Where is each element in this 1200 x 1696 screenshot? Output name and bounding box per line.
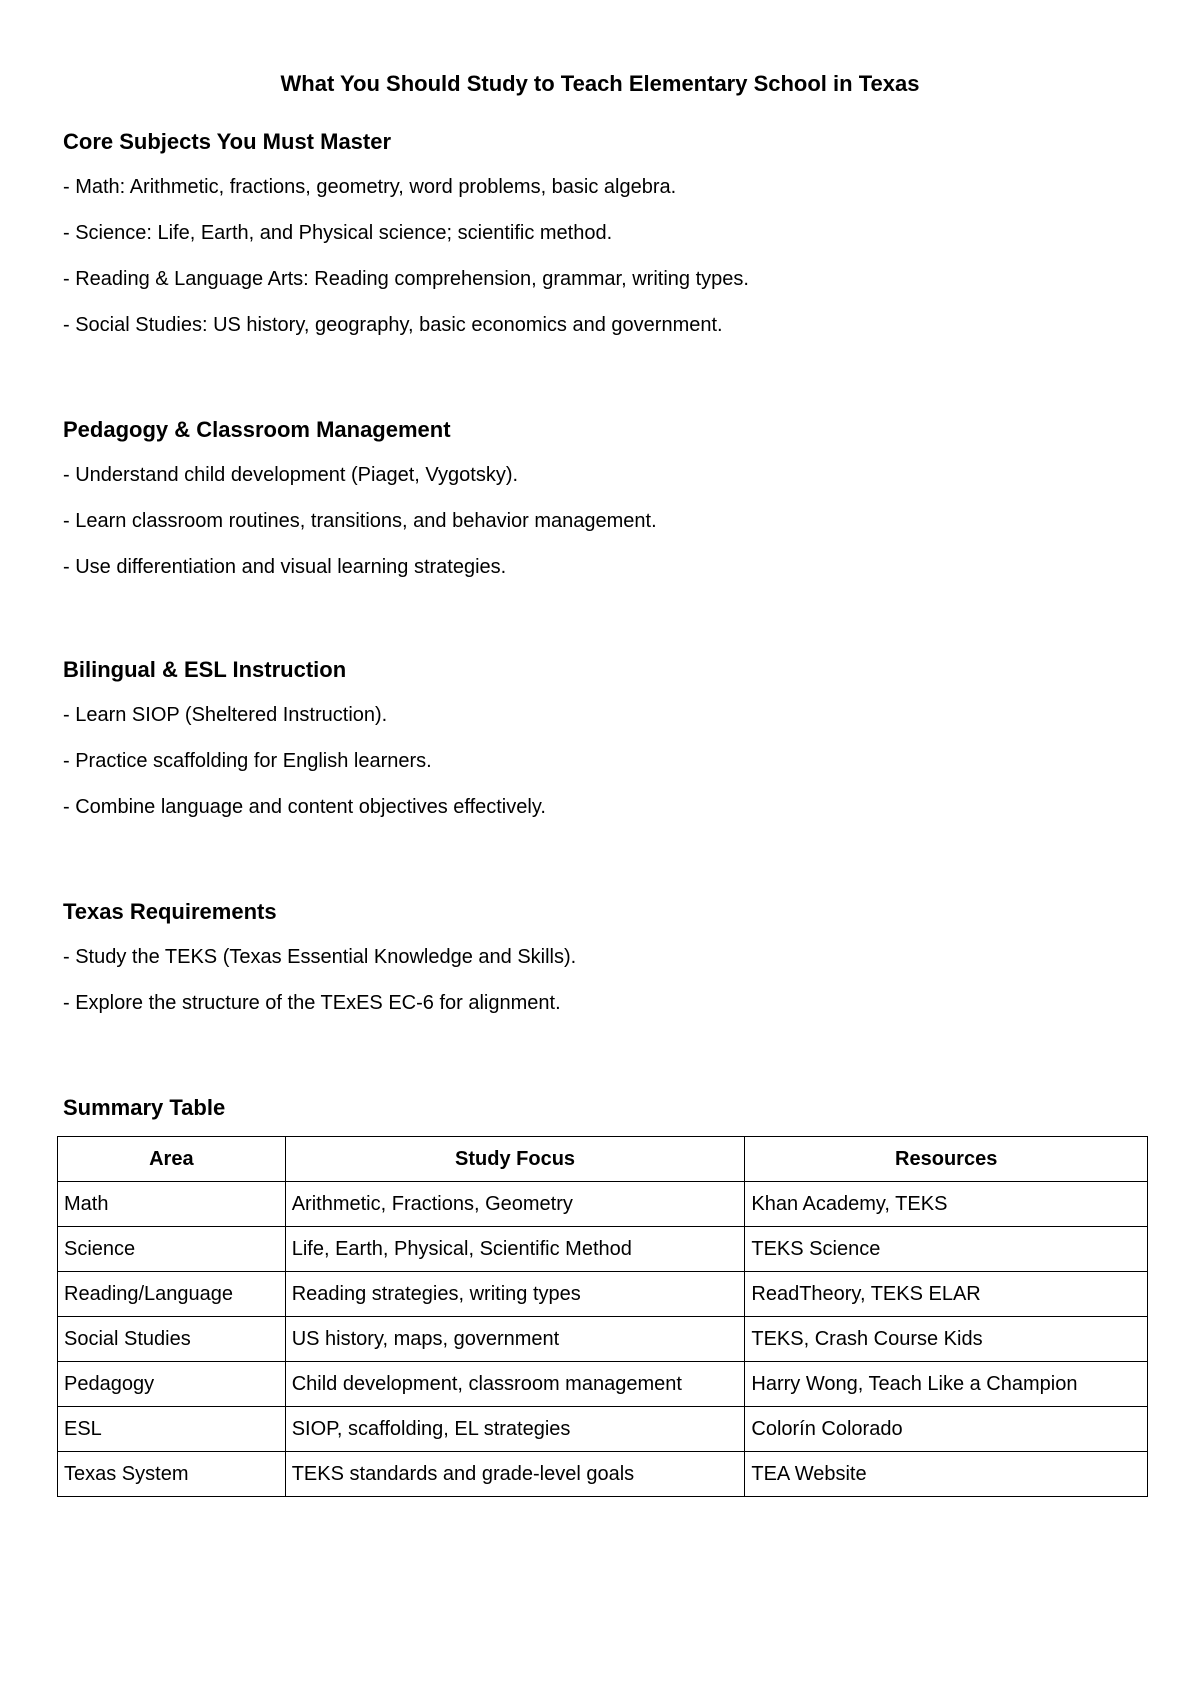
table-cell-resources: TEKS, Crash Course Kids bbox=[745, 1317, 1148, 1362]
table-cell-resources: Colorín Colorado bbox=[745, 1407, 1148, 1452]
table-cell-resources: Harry Wong, Teach Like a Champion bbox=[745, 1362, 1148, 1407]
list-item: - Learn classroom routines, transitions, and behavior management. bbox=[63, 510, 657, 532]
section-bilingual-esl bbox=[63, 656, 1143, 840]
table-cell-study-focus: SIOP, scaffolding, EL strategies bbox=[285, 1407, 745, 1452]
table-row bbox=[58, 1182, 1148, 1227]
table-cell-resources: TEKS Science bbox=[745, 1227, 1148, 1272]
table-cell-area: Reading/Language bbox=[58, 1272, 286, 1317]
table-cell-resources: TEA Website bbox=[745, 1452, 1148, 1497]
section-heading: Core Subjects You Must Master bbox=[63, 129, 392, 154]
list-item: - Social Studies: US history, geography, basic economics and government. bbox=[63, 314, 723, 336]
table-cell-area: Science bbox=[58, 1227, 286, 1272]
table-row bbox=[58, 1452, 1148, 1497]
column-header-resources: Resources bbox=[745, 1137, 1148, 1182]
section-texas-requirements bbox=[63, 898, 1143, 1036]
list-item: - Science: Life, Earth, and Physical science; scientific method. bbox=[63, 222, 613, 244]
table-cell-study-focus: Reading strategies, writing types bbox=[285, 1272, 745, 1317]
list-item: - Math: Arithmetic, fractions, geometry, word problems, basic algebra. bbox=[63, 176, 677, 198]
table-cell-resources: ReadTheory, TEKS ELAR bbox=[745, 1272, 1148, 1317]
table-row bbox=[58, 1362, 1148, 1407]
list-item: - Learn SIOP (Sheltered Instruction). bbox=[63, 704, 388, 726]
table-row bbox=[58, 1227, 1148, 1272]
column-header-area: Area bbox=[58, 1137, 286, 1182]
table-row bbox=[58, 1272, 1148, 1317]
list-item: - Practice scaffolding for English learners. bbox=[63, 750, 432, 772]
section-heading: Bilingual & ESL Instruction bbox=[63, 657, 347, 682]
table-row bbox=[58, 1317, 1148, 1362]
section-heading: Texas Requirements bbox=[63, 899, 277, 924]
table-cell-area: Pedagogy bbox=[58, 1362, 286, 1407]
table-cell-area: Texas System bbox=[58, 1452, 286, 1497]
column-header-study-focus: Study Focus bbox=[285, 1137, 745, 1182]
table-cell-resources: Khan Academy, TEKS bbox=[745, 1182, 1148, 1227]
summary-table-heading: Summary Table bbox=[63, 1095, 226, 1120]
section-heading: Pedagogy & Classroom Management bbox=[63, 417, 451, 442]
list-item: - Understand child development (Piaget, Vygotsky). bbox=[63, 464, 519, 486]
list-item: - Reading & Language Arts: Reading comprehension, grammar, writing types. bbox=[63, 268, 749, 290]
summary-table bbox=[57, 1136, 1148, 1497]
section-pedagogy bbox=[63, 416, 1143, 600]
table-cell-study-focus: TEKS standards and grade-level goals bbox=[285, 1452, 745, 1497]
list-item: - Explore the structure of the TExES EC-6 for alignment. bbox=[63, 992, 561, 1014]
table-cell-study-focus: Arithmetic, Fractions, Geometry bbox=[285, 1182, 745, 1227]
document-title: What You Should Study to Teach Elementary School in Texas bbox=[280, 71, 920, 96]
table-cell-study-focus: US history, maps, government bbox=[285, 1317, 745, 1362]
list-item: - Use differentiation and visual learning strategies. bbox=[63, 556, 507, 578]
section-core-subjects bbox=[63, 128, 1143, 358]
table-cell-area: Math bbox=[58, 1182, 286, 1227]
table-cell-study-focus: Life, Earth, Physical, Scientific Method bbox=[285, 1227, 745, 1272]
list-item: - Study the TEKS (Texas Essential Knowledge and Skills). bbox=[63, 946, 577, 968]
table-row bbox=[58, 1407, 1148, 1452]
table-cell-area: Social Studies bbox=[58, 1317, 286, 1362]
list-item: - Combine language and content objectives effectively. bbox=[63, 796, 546, 818]
table-cell-study-focus: Child development, classroom management bbox=[285, 1362, 745, 1407]
table-cell-area: ESL bbox=[58, 1407, 286, 1452]
table-header-row bbox=[58, 1137, 1148, 1182]
